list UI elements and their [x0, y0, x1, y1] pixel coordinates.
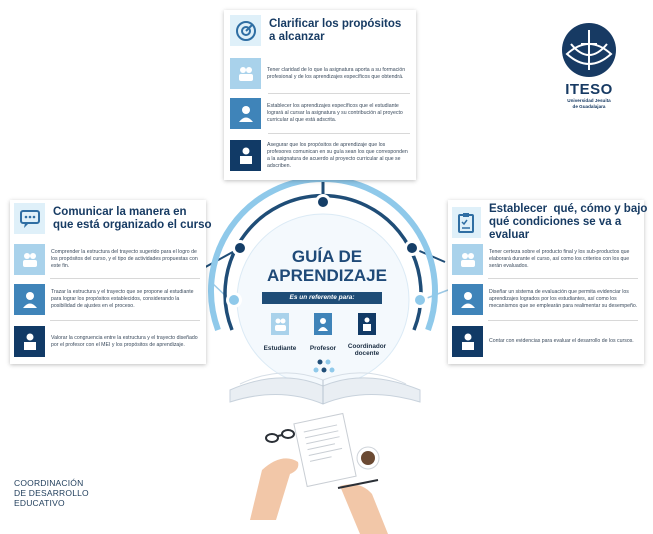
organization-item-student — [14, 244, 204, 275]
organization-student-text: Comprender la estructura del trayecto sugerido para el logro de los propósitos del curso, y el tipo de actividades propuestas con este fin. — [51, 249, 198, 269]
teacher-icon — [452, 284, 483, 315]
coordination-line2: DE DESARROLLO — [14, 488, 89, 498]
purposes-item-teacher — [230, 98, 410, 129]
divider — [488, 320, 638, 321]
students-group-icon — [452, 244, 483, 275]
purposes-title-line2: a alcanzar — [269, 30, 325, 43]
divider — [50, 278, 200, 279]
evaluation-coordinator-text: Contar con evidencias para evaluar el desarrollo de los cursos. — [489, 338, 634, 344]
coordinator-podium-icon — [230, 140, 261, 171]
role-label-teacher: Profesor — [309, 345, 337, 352]
ring-node-left-lower — [226, 292, 242, 308]
iteso-subtitle-line1: Universidad Jesuita — [567, 98, 611, 103]
divider — [268, 133, 410, 134]
coordinator-podium-icon — [452, 326, 483, 357]
purposes-header — [230, 15, 401, 46]
divider — [50, 320, 200, 321]
organization-item-coordinator — [14, 326, 204, 357]
students-group-icon — [230, 58, 261, 89]
ring-node-top — [315, 194, 331, 210]
ring-node-right — [404, 240, 420, 256]
evaluation-item-student — [452, 244, 642, 275]
evaluation-item-coordinator — [452, 326, 642, 357]
organization-item-teacher — [14, 284, 204, 315]
purposes-coordinator-text: Asegurar que los propósitos de aprendizaje que los profesores comunican en su guía sean los que corresponden a la asignatura de acuerdo al proyecto curricular al que se adscriben. — [267, 141, 408, 169]
iteso-seal-logo — [561, 22, 617, 78]
coordination-line1: COORDINACIÓN — [14, 478, 84, 488]
purposes-item-student — [230, 58, 410, 89]
teacher-icon — [314, 313, 332, 335]
purposes-item-coordinator — [230, 140, 410, 171]
coordinator-icon — [358, 313, 376, 335]
teacher-icon — [230, 98, 261, 129]
teacher-icon — [14, 284, 45, 315]
ring-node-right-lower — [412, 292, 428, 308]
role-label-student: Estudiante — [263, 345, 297, 352]
purposes-student-text: Tener claridad de lo que la asignatura aporta a su formación profesional y de los aprendizajes específicos que obtendrá. — [267, 66, 406, 80]
guide-title-line2: APRENDIZAJE — [267, 266, 387, 285]
organization-title-line2: que está organizado el curso — [53, 218, 212, 231]
guide-title-line1: GUÍA DE — [291, 247, 363, 266]
divider — [268, 93, 410, 94]
coordination-line3: EDUCATIVO — [14, 498, 65, 508]
target-cycle-icon — [230, 15, 261, 46]
organization-title-line1: Comunicar la manera en — [53, 205, 187, 218]
organization-header — [14, 203, 211, 234]
evaluation-item-teacher — [452, 284, 642, 315]
guide-subtitle: Es un referente para: — [262, 292, 382, 304]
organization-teacher-text: Trazar la estructura y el trayecto que se propone al estudiante para lograr los propósitos establecidos, considerando la posibilidad de ajustes en el proceso. — [51, 289, 194, 309]
evaluation-student-text: Tener certeza sobre el producto final y los sub-productos que elaborará durante el curso, así como los criterios con los que serán evaluados. — [489, 249, 630, 269]
iteso-logo-text — [556, 81, 622, 109]
evaluation-teacher-text: Diseñar un sistema de evaluación que permita evidenciar los aprendizajes logrados por los estudiantes, así como los mecanismos que se emplearán para realimentar su desempeño. — [489, 289, 638, 309]
clipboard-checklist-icon — [452, 207, 481, 238]
evaluation-title-line2: qué condiciones se va a evaluar — [488, 216, 622, 241]
divider — [488, 278, 638, 279]
purposes-teacher-text: Establecer los aprendizajes específicos que el estudiante logrará al cursar la asignatura y su contribución al proyecto curricular al que está adscrita. — [267, 103, 403, 123]
organization-coordinator-text: Valorar la congruencia entre la estructura y el trayecto diseñado por el profesor con el MEI y los propósitos de aprendizaje. — [51, 334, 198, 348]
student-icon — [271, 313, 289, 335]
evaluation-title-line1: Establecer qué, cómo y bajo — [488, 203, 648, 215]
coordination-label — [14, 478, 89, 508]
students-group-icon — [14, 244, 45, 275]
iteso-subtitle-line2: de Guadalajara — [572, 103, 606, 109]
evaluation-header — [452, 203, 653, 242]
purposes-title-line1: Clarificar los propósitos — [269, 17, 402, 30]
chat-bubble-icon — [14, 203, 45, 234]
iteso-name: ITESO — [565, 81, 613, 98]
coordinator-podium-icon — [14, 326, 45, 357]
role-label-coordinator: Coordinador docente — [347, 343, 387, 357]
ring-node-left — [232, 240, 248, 256]
